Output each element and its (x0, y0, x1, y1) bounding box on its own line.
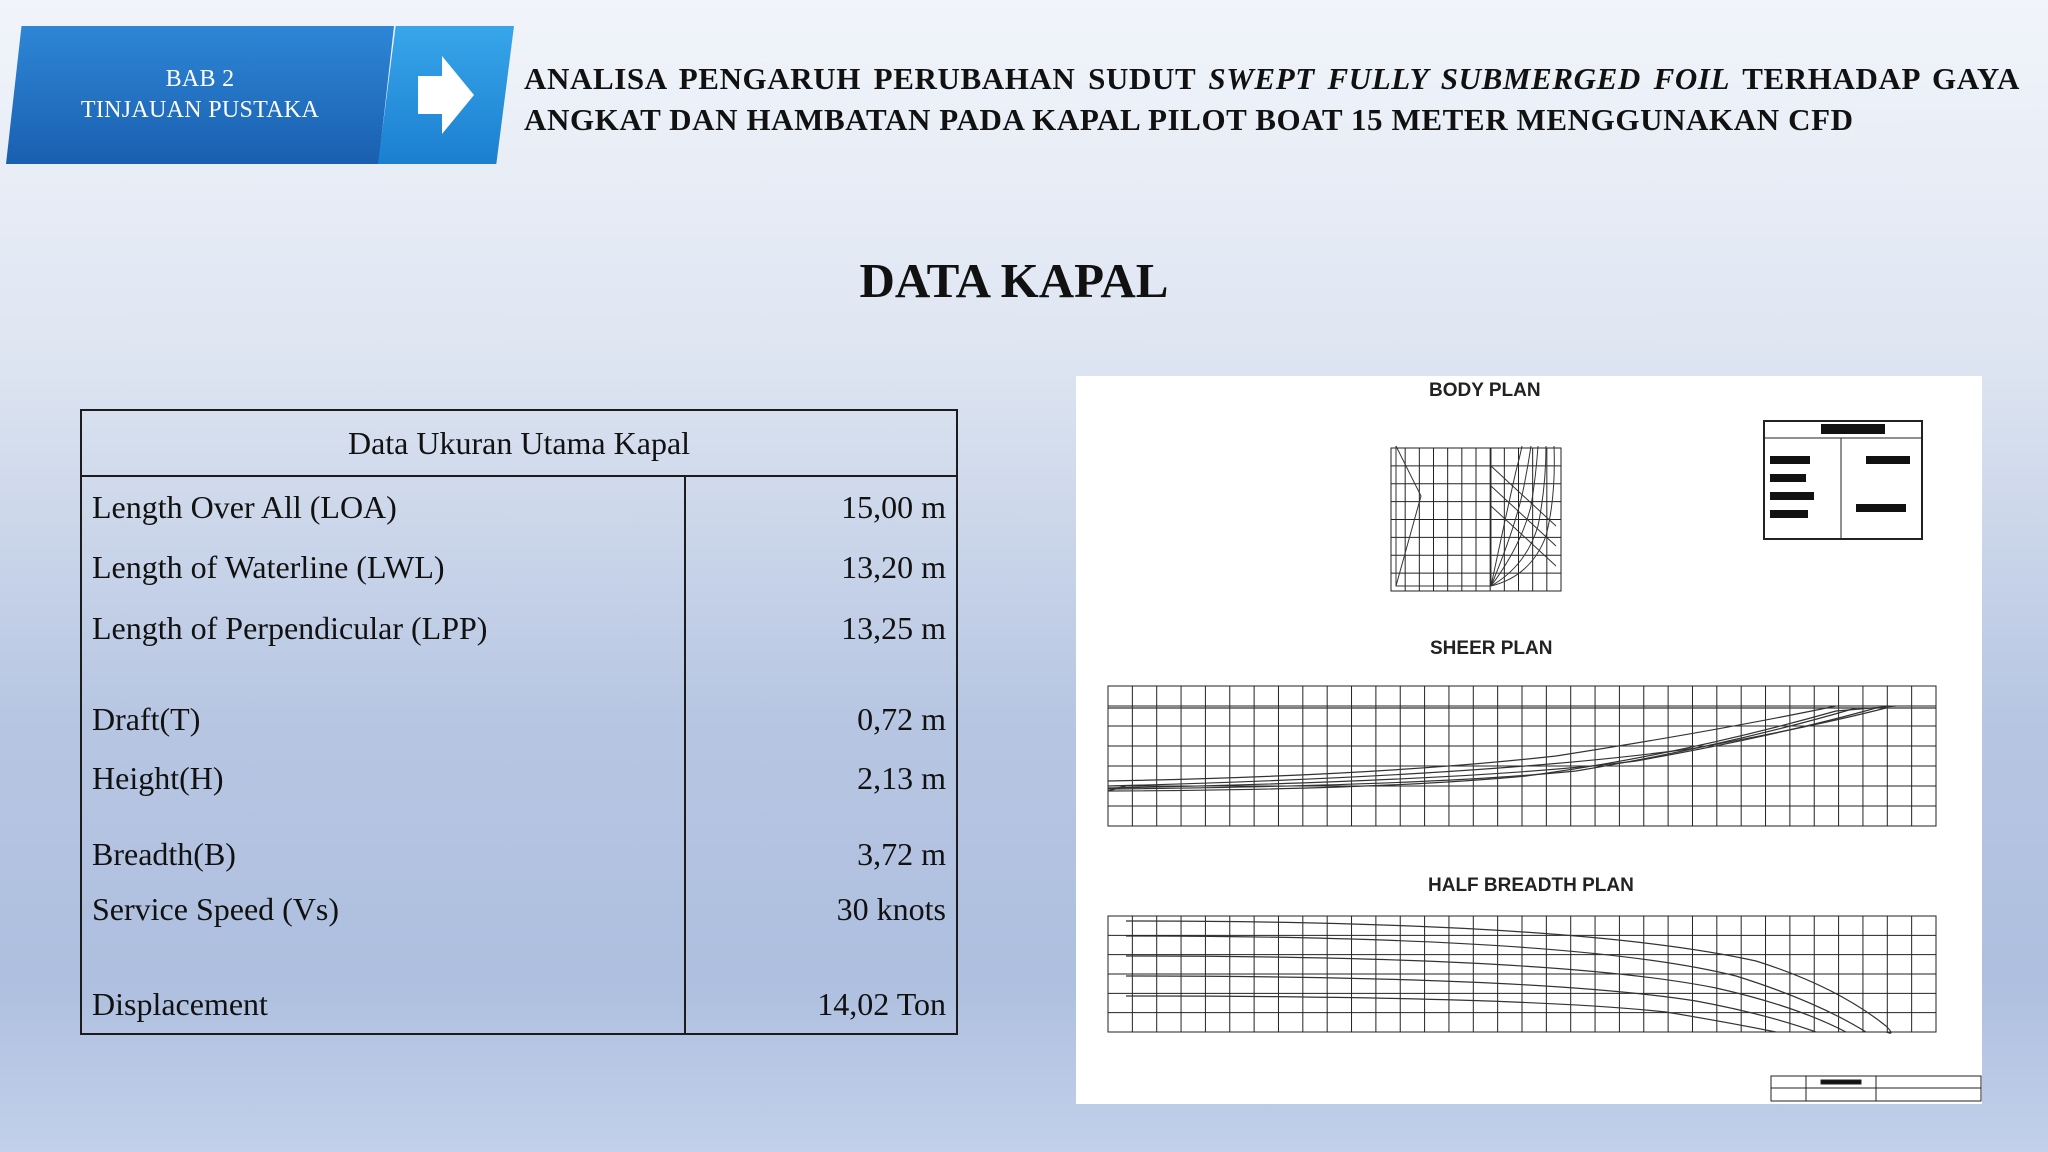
table-header-row (81, 410, 957, 476)
row-value: 0,72 m (685, 659, 957, 748)
lines-plan-drawing (1076, 376, 1982, 1104)
sheer-plan-label: SHEER PLAN (1430, 638, 1553, 659)
row-value: 14,02 Ton (685, 940, 957, 1034)
table-row (81, 476, 957, 537)
presentation-title (524, 58, 2020, 140)
half-breadth-plan-grid (1108, 916, 1936, 1032)
title-block-top (1764, 421, 1922, 539)
row-value: 3,72 m (685, 809, 957, 879)
lines-plan-svg (1076, 376, 1982, 1104)
sheer-plan-grid (1108, 686, 1936, 826)
table-row (81, 809, 957, 879)
ship-dimensions-table (80, 409, 958, 1035)
title-italic-term: SWEPT FULLY SUBMERGED FOIL (1208, 61, 1731, 96)
row-label: Breadth(B) (81, 809, 685, 879)
table-row (81, 748, 957, 809)
table-row (81, 879, 957, 940)
title-part-2: TERHADAP GAYA ANGKAT DAN HAMBATAN PADA KAPAL PILOT BOAT 15 METER MENGGUNAKAN CFD (524, 61, 2021, 137)
table-row (81, 537, 957, 598)
right-arrow-icon (378, 26, 514, 164)
row-value: 13,25 m (685, 598, 957, 659)
table-title: Data Ukuran Utama Kapal (81, 410, 957, 476)
row-label: Service Speed (Vs) (81, 879, 685, 940)
row-label: Length Over All (LOA) (81, 476, 685, 537)
row-label: Length of Waterline (LWL) (81, 537, 685, 598)
row-label: Displacement (81, 940, 685, 1034)
row-value: 13,20 m (685, 537, 957, 598)
bottom-title-block (1771, 1076, 1981, 1101)
body-plan-label: BODY PLAN (1429, 380, 1541, 401)
table-row (81, 659, 957, 748)
row-value: 2,13 m (685, 748, 957, 809)
table-row (81, 598, 957, 659)
chapter-number: BAB 2 (165, 66, 235, 92)
chapter-badge-text (6, 26, 394, 164)
half-breadth-plan-curves (1126, 921, 1891, 1033)
half-breadth-plan-label: HALF BREADTH PLAN (1428, 875, 1634, 896)
row-value: 30 knots (685, 879, 957, 940)
row-value: 15,00 m (685, 476, 957, 537)
table-row (81, 940, 957, 1034)
title-part-1: ANALISA PENGARUH PERUBAHAN SUDUT (524, 61, 1209, 96)
row-label: Length of Perpendicular (LPP) (81, 598, 685, 659)
row-label: Draft(T) (81, 659, 685, 748)
chapter-name: TINJAUAN PUSTAKA (80, 97, 320, 123)
section-title: DATA KAPAL (859, 253, 1169, 308)
row-label: Height(H) (81, 748, 685, 809)
